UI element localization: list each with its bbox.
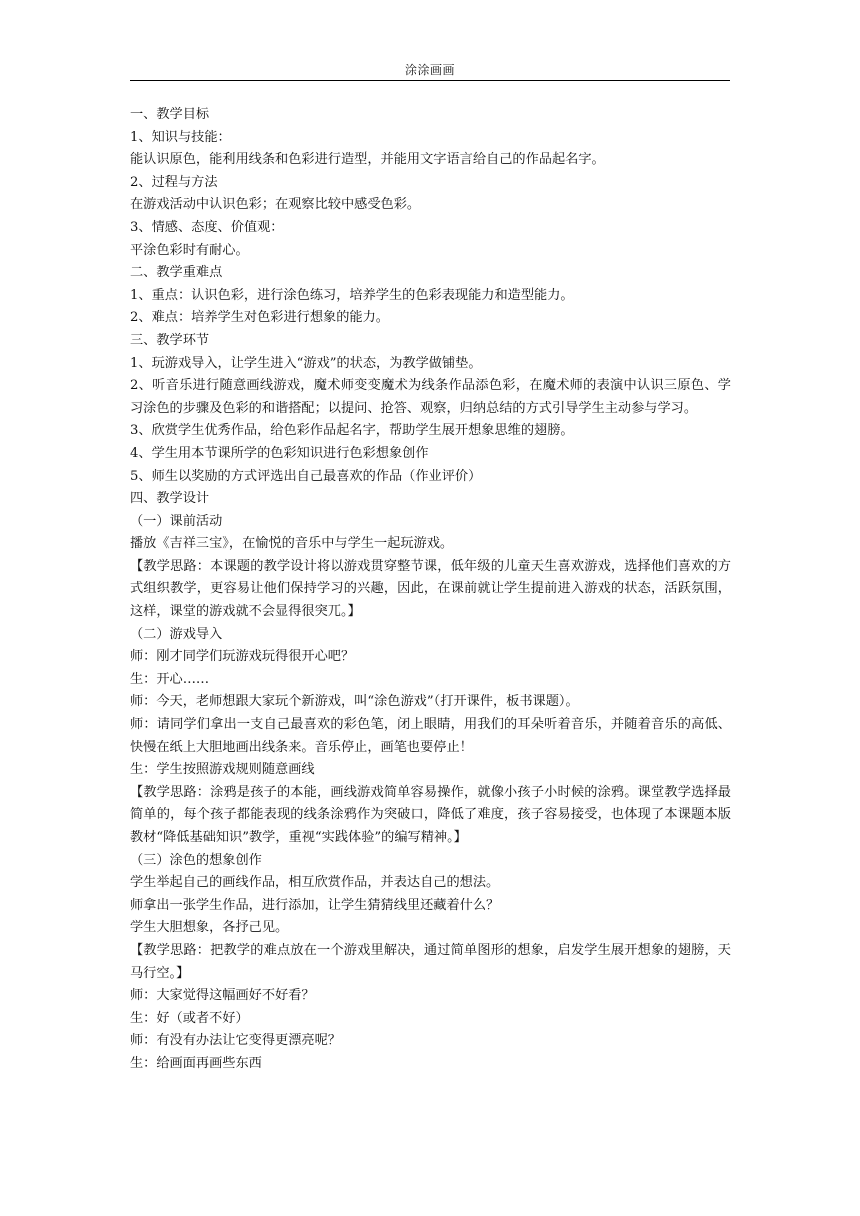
dialogue-line: 生：给画面再画些东西 [130,1055,262,1071]
dialogue-line: 生：开心…… [130,671,210,687]
dialogue-line: 师：大家觉得这幅画好不好看？ [130,988,315,1004]
paragraph: 4、学生用本节课所学的色彩知识进行色彩想象创作 [130,445,429,461]
paragraph: 2、听音乐进行随意画线游戏，魔术师变变魔术为线条作品添色彩，在魔术师的表演中认识三原色、学习涂色的步骤及色彩的和谐搭配；以提问、抢答、观察，归纳总结的方式引导学生主动参与学习。 [130,378,731,416]
dialogue-line: 师：有没有办法让它变得更漂亮呢？ [130,1033,341,1049]
paragraph: 能认识原色，能利用线条和色彩进行造型，并能用文字语言给自己的作品起名字。 [130,152,605,168]
subsection-heading: 3、情感、态度、价值观： [130,219,284,235]
teaching-note: 【教学思路：把教学的难点放在一个游戏里解决，通过简单图形的想象，启发学生展开想象的翅膀，天马行空。】 [130,942,731,981]
teaching-note: 【教学思路：本课题的教学设计将以游戏贯穿整节课，低年级的儿童天生喜欢游戏，选择他们喜欢的方式组织教学，更容易让他们保持学习的兴趣，因此，在课前就让学生提前进入游戏的状态，活跃氛围，这样，课堂的游戏就不会显得很突兀。】 [130,558,731,620]
paragraph: 学生举起自己的画线作品，相互欣赏作品，并表达自己的想法。 [130,875,500,891]
paragraph: 平涂色彩时有耐心。 [130,242,249,258]
paragraph: 在游戏活动中认识色彩；在观察比较中感受色彩。 [130,197,421,213]
subsection-heading: 2、过程与方法 [130,174,218,190]
header-divider [130,80,730,81]
section-heading: 二、教学重难点 [130,265,223,281]
document-body [130,104,731,1076]
dialogue-line: 师：请同学们拿出一支自己最喜欢的彩色笔，闭上眼睛，用我们的耳朵听着音乐，并随着音乐的高低、快慢在纸上大胆地画出线条来。音乐停止，画笔也要停止！ [130,717,731,755]
dialogue-line: 师：今天，老师想跟大家玩个新游戏，叫“涂色游戏”（打开课件，板书课题）。 [130,694,579,710]
section-heading: 四、教学设计 [130,491,210,507]
paragraph: 1、重点：认识色彩，进行涂色练习，培养学生的色彩表现能力和造型能力。 [130,287,574,303]
paragraph: 2、难点：培养学生对色彩进行想象的能力。 [130,310,389,326]
dialogue-line: 师：刚才同学们玩游戏玩得很开心吧？ [130,649,355,665]
subsection-heading: 1、知识与技能： [130,129,231,145]
paragraph: 5、师生以奖励的方式评选出自己最喜欢的作品（作业评价） [130,468,482,484]
dialogue-line: 生：学生按照游戏规则随意画线 [130,762,315,778]
paragraph: 师拿出一张学生作品，进行添加，让学生猜猜线里还藏着什么？ [130,897,500,913]
page-header-title: 涂涂画画 [404,63,455,77]
section-heading: 一、教学目标 [130,107,210,122]
dialogue-line: 生：好（或者不好） [130,1010,249,1026]
paragraph: 3、欣赏学生优秀作品，给色彩作品起名字，帮助学生展开想象思维的翅膀。 [130,423,574,439]
paragraph: 学生大胆想象，各抒己见。 [130,920,289,936]
teaching-note: 【教学思路：涂鸦是孩子的本能，画线游戏简单容易操作，就像小孩子小时候的涂鸦。课堂教学选择最简单的，每个孩子都能表现的线条涂鸦作为突破口，降低了难度，孩子容易接受，也体现了本课题本版教材“降低基础知识”教学，重视“实践体验”的编写精神。】 [130,784,731,845]
section-heading: 三、教学环节 [130,332,210,348]
paragraph: 1、玩游戏导入，让学生进入“游戏”的状态，为教学做铺垫。 [130,355,482,371]
subsection-heading: （二）游戏导入 [130,626,223,642]
paragraph: 播放《吉祥三宝》，在愉悦的音乐中与学生一起玩游戏。 [130,536,454,552]
subsection-heading: （一）课前活动 [130,513,223,529]
subsection-heading: （三）涂色的想象创作 [130,852,262,868]
